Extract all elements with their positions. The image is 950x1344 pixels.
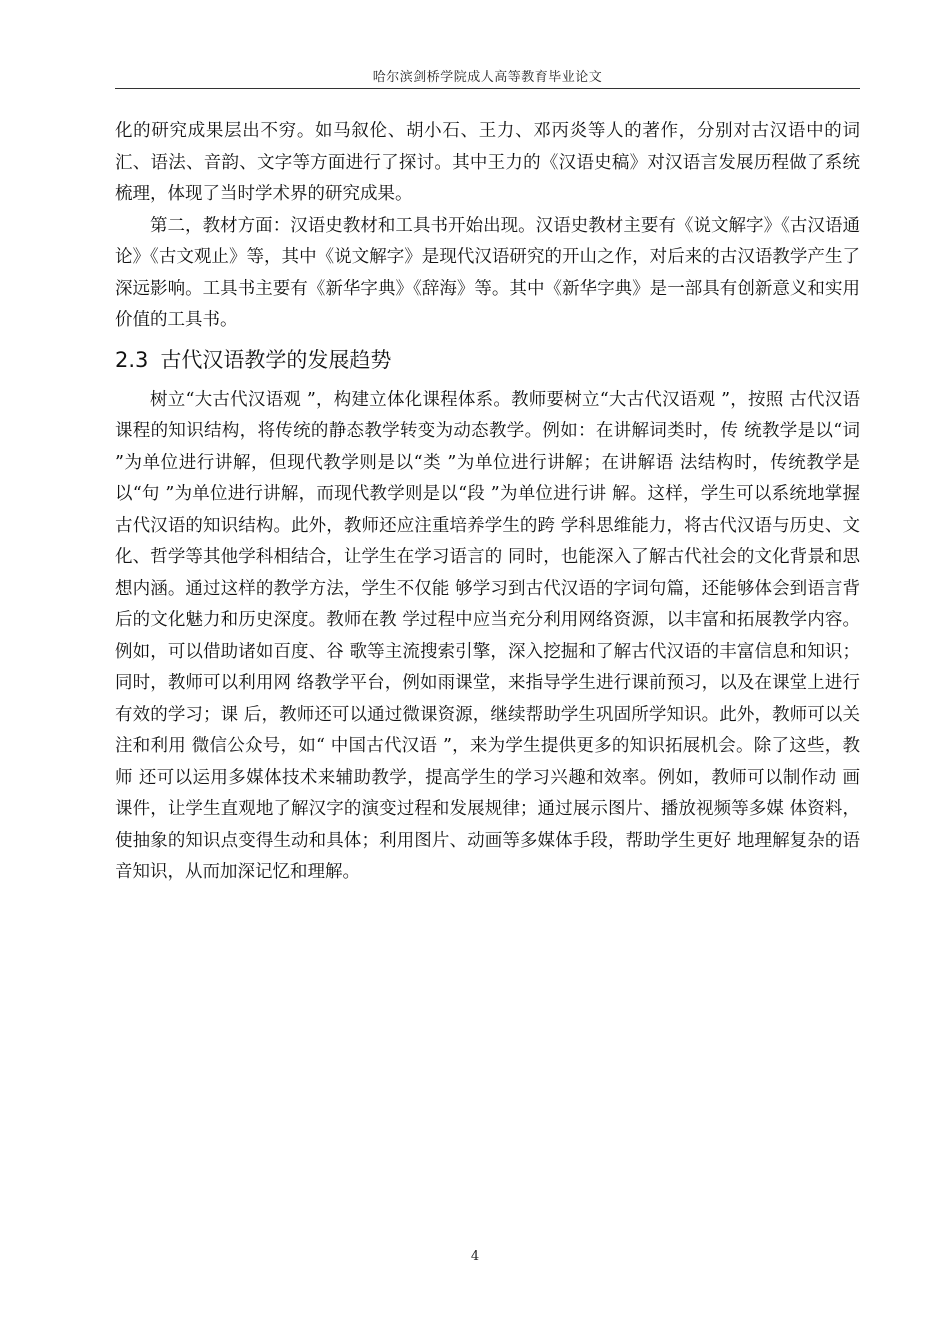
paragraph-textbooks: 第二，教材方面：汉语史教材和工具书开始出现。汉语史教材主要有《说文解字》《古汉语通论》《古文观止》等，其中《说文解字》是现代汉语研究的开山之作，对后来的古汉语教学产生了深远影响。工具书主要有《新华字典》《辞海》等。其中《新华字典》是一部具有创新意义和实用价值的工具书。 bbox=[115, 215, 860, 330]
paragraph-trends: 树立“大古代汉语观 ”，构建立体化课程体系。教师要树立“大古代汉语观 ”，按照 古代汉语课程的知识结构，将传统的静态教学转变为动态教学。例如：在讲解词类时，传 统教学是以“词 ”为单位进行讲解，但现代教学则是以“类 ”为单位进行讲解；在讲解语 法结构时，传统教学是以“句 ”为单位进行讲解，而现代教学则是以“段 ”为单位进行讲 解。这样，学生可以系统地掌握古代汉语的知识结构。此外，教师还应注重培养学生的跨 学科思维能力，将古代汉语与历史、文化、哲学等其他学科相结合，让学生在学习语言的 同时，也能深入了解古代社会的文化背景和思想内涵。通过这样的教学方法，学生不仅能 够学习到古代汉语的字词句篇，还能够体会到语言背后的文化魅力和历史深度。教师在教 学过程中应当充分利用网络资源，以丰富和拓展教学内容。例如，可以借助诸如百度、谷 歌等主流搜索引擎，深入挖掘和了解古代汉语的丰富信息和知识；同时，教师可以利用网 络教学平台，例如雨课堂，来指导学生进行课前预习，以及在课堂上进行有效的学习；课 后，教师还可以通过微课资源，继续帮助学生巩固所学知识。此外，教师可以关注和利用 微信公众号，如“ 中国古代汉语 ”，来为学生提供更多的知识拓展机会。除了这些，教师 还可以运用多媒体技术来辅助教学，提高学生的学习兴趣和效率。例如，教师可以制作动 画课件，让学生直观地了解汉字的演变过程和发展规律；通过展示图片、播放视频等多媒 体资料，使抽象的知识点变得生动和具体；利用图片、动画等多媒体手段，帮助学生更好 地理解复杂的语音知识，从而加深记忆和理解。 bbox=[115, 389, 860, 882]
section-title: 古代汉语教学的发展趋势 bbox=[160, 347, 392, 372]
paragraph-continued: 化的研究成果层出不穷。如马叙伦、胡小石、王力、邓丙炎等人的著作，分别对古汉语中的词汇、语法、音韵、文字等方面进行了探讨。其中王力的《汉语史稿》对汉语言发展历程做了系统梳理，体现了当时学术界的研究成果。 bbox=[115, 121, 860, 204]
header-divider bbox=[115, 88, 860, 89]
section-heading bbox=[115, 343, 860, 377]
body-text bbox=[115, 116, 860, 889]
section-number: 2.3 bbox=[115, 347, 149, 372]
running-header: 哈尔滨剑桥学院成人高等教育毕业论文 bbox=[372, 70, 603, 85]
page-number: 4 bbox=[470, 1249, 480, 1264]
